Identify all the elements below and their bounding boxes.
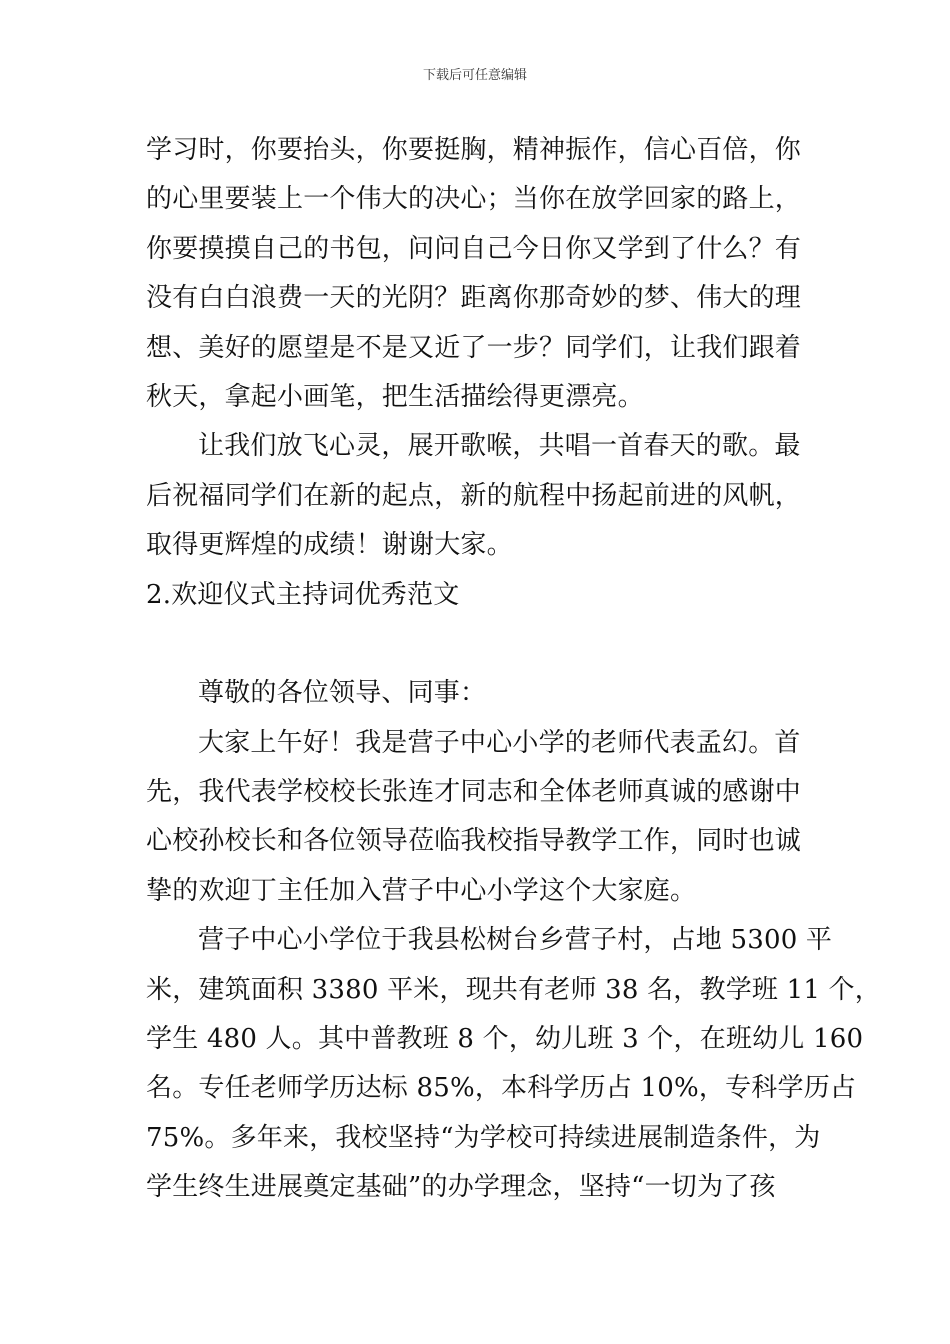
page-header: 下载后可任意编辑	[422, 68, 527, 83]
text-line: 让我们放飞心灵，展开歌喉，共唱一首春天的歌。最	[198, 431, 801, 462]
text-line: 学生终生进展奠定基础”的办学理念，坚持“一切为了孩	[146, 1172, 776, 1203]
text-line: 大家上午好！我是营子中心小学的老师代表孟幻。首	[198, 727, 801, 758]
text-line: 挚的欢迎丁主任加入营子中心小学这个大家庭。	[146, 875, 697, 906]
blank-line	[146, 620, 806, 669]
text-line: 名。专任老师学历达标 85%，本科学历占 10%，专科学历占	[146, 1073, 857, 1104]
text-line: 营子中心小学位于我县松树台乡营子村，占地 5300 平	[198, 925, 833, 956]
text-line: 学习时，你要抬头，你要挺胸，精神振作，信心百倍，你	[146, 135, 802, 165]
text-line: 心校孙校长和各位领导莅临我校指导教学工作，同时也诚	[146, 826, 802, 857]
text-line: 你要摸摸自己的书包，问问自己今日你又学到了什么？有	[146, 233, 802, 264]
text-line: 学生 480 人。其中普教班 8 个，幼儿班 3 个，在班幼儿 160	[146, 1024, 864, 1055]
text-line: 秋天，拿起小画笔，把生活描绘得更漂亮。	[146, 381, 644, 412]
document-body	[146, 126, 881, 1213]
text-line: 取得更辉煌的成绩！谢谢大家。	[146, 530, 513, 561]
text-line: 后祝福同学们在新的起点，新的航程中扬起前进的风帆，	[146, 480, 802, 511]
text-line: 没有白白浪费一天的光阴？距离你那奇妙的梦、伟大的理	[146, 283, 802, 314]
text-line: 75%。多年来，我校坚持“为学校可持续进展制造条件，为	[146, 1122, 821, 1153]
text-line: 的心里要装上一个伟大的决心；当你在放学回家的路上，	[146, 184, 802, 215]
text-line: 先，我代表学校校长张连才同志和全体老师真诚的感谢中	[146, 777, 802, 808]
text-line: 米，建筑面积 3380 平米，现共有老师 38 名，教学班 11 个，	[146, 974, 881, 1005]
text-line: 想、美好的愿望是不是又近了一步？同学们，让我们跟着	[146, 332, 802, 363]
text-line: 尊敬的各位领导、同事：	[198, 678, 487, 709]
text-line: 2.欢迎仪式主持词优秀范文	[146, 579, 460, 610]
